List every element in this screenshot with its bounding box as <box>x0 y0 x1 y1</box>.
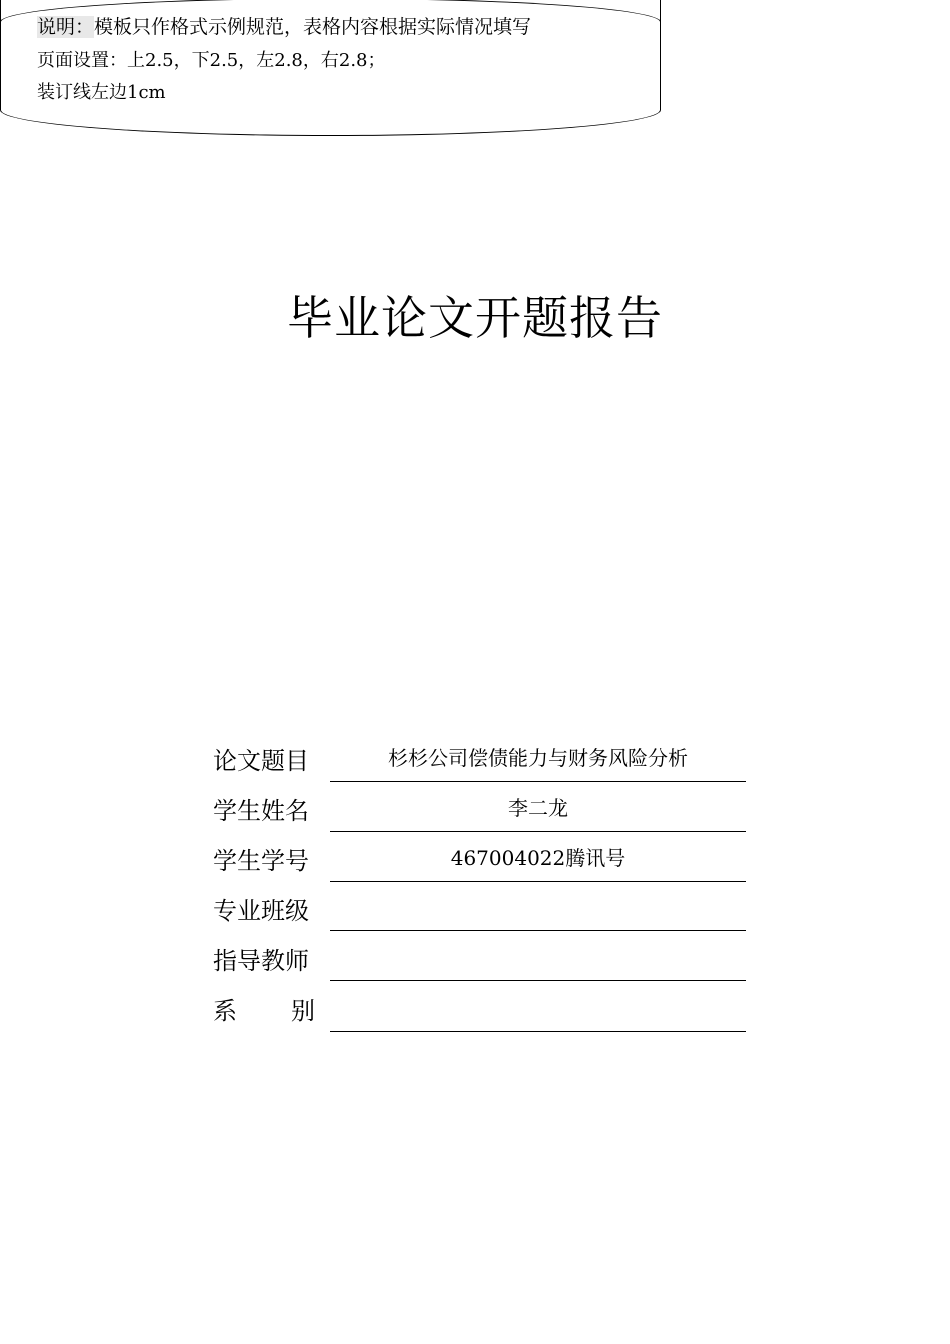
field-underline <box>330 881 746 882</box>
field-label-department-left: 系 <box>213 997 237 1025</box>
document-title: 毕业论文开题报告 <box>287 291 663 345</box>
field-label-student-name: 学生姓名 <box>213 797 309 825</box>
field-value-student-name[interactable]: 李二龙 <box>508 796 568 820</box>
field-value-student-id[interactable]: 467004022腾讯号 <box>450 846 626 870</box>
note-line-2: 页面设置：上2.5，下2.5，左2.8，右2.8； <box>37 50 386 71</box>
field-underline <box>330 980 746 981</box>
note-prefix: 说明： <box>37 16 95 38</box>
field-underline <box>330 781 746 782</box>
field-label-department <box>213 991 315 1026</box>
field-label-department-right: 别 <box>291 997 315 1025</box>
note-line-1 <box>37 12 531 39</box>
field-label-major-class: 专业班级 <box>213 897 309 925</box>
field-underline <box>330 930 746 931</box>
note-line-3: 装订线左边1cm <box>37 82 166 103</box>
note-text: 模板只作格式示例规范，表格内容根据实际情况填写 <box>94 16 532 38</box>
field-label-student-id: 学生学号 <box>213 847 309 875</box>
field-label-thesis-title: 论文题目 <box>213 747 309 775</box>
field-label-advisor: 指导教师 <box>213 947 309 975</box>
field-underline <box>330 1031 746 1032</box>
field-underline <box>330 831 746 832</box>
field-value-thesis-title[interactable]: 杉杉公司偿债能力与财务风险分析 <box>388 746 688 770</box>
